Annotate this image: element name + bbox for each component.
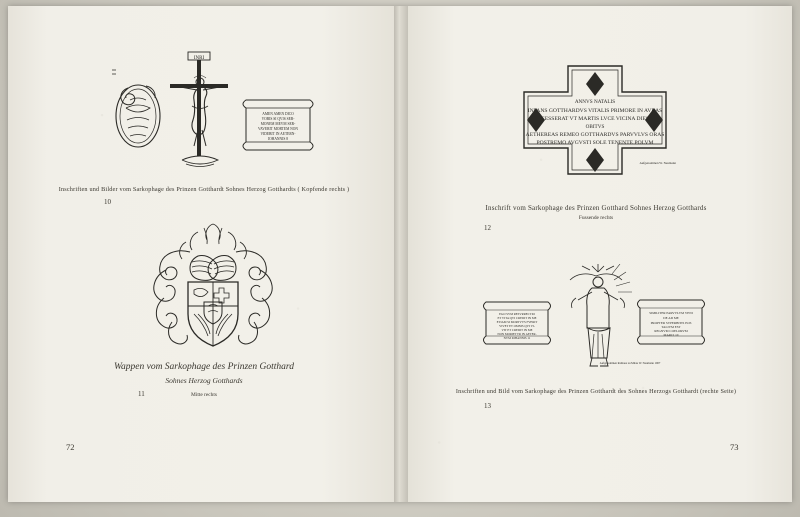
crucifixion-drawing	[100, 42, 325, 182]
child-figure-and-scrolls-drawing	[480, 264, 712, 376]
svg-text:AMEN AMEN DICO: AMEN AMEN DICO	[262, 112, 294, 116]
svg-text:TALIVM EST: TALIVM EST	[661, 325, 681, 329]
corner-rosettes	[527, 72, 663, 172]
book-spread	[8, 6, 792, 502]
svg-text:NVM IOHANNIS 11: NVM IOHANNIS 11	[503, 336, 531, 340]
scroll-13-right-text	[649, 311, 692, 337]
inscription-scroll-13-left	[484, 302, 551, 344]
figure-12-inscription	[526, 99, 665, 146]
figure-13-caption: Inschriften und Bild vom Sarkophage des Prinzen Gotthardt des Sohnes Herzogs Gotthardt (rechte Seite)	[455, 388, 737, 395]
figure-12-illustration	[480, 62, 710, 182]
svg-text:VIDEBIT IN AETERN-: VIDEBIT IN AETERN-	[260, 132, 296, 136]
figure-10-number: 10	[104, 198, 111, 206]
figure-12-caption-line2: Fussende rechts	[578, 215, 614, 221]
svg-text:ET VITA QVI CREDIT IN ME: ET VITA QVI CREDIT IN ME	[497, 316, 537, 320]
figure-11-caption-line3: Mitte rechts	[191, 392, 217, 398]
inscription-scroll-10	[243, 100, 313, 150]
cross-with-corpus	[170, 52, 228, 167]
serpent-emblem-roundel	[116, 85, 160, 147]
svg-text:ANNVS NATALIS: ANNVS NATALIS	[574, 99, 616, 105]
svg-text:VOBIS SI QVIS SER-: VOBIS SI QVIS SER-	[261, 117, 295, 121]
svg-text:PROPTER SVPERBITIS EOS: PROPTER SVPERBITIS EOS	[650, 321, 692, 325]
figure-11-number: 11	[138, 390, 145, 398]
figure-10-illustration	[100, 42, 325, 182]
svg-text:NON MORIETVR IN AETER-: NON MORIETVR IN AETER-	[497, 332, 537, 336]
figure-12-number: 12	[484, 224, 491, 232]
scroll-13-left-text	[497, 312, 538, 340]
figure-13-signature: Aufgenommen Rathaus zu Mitau W. Neumann 1907	[599, 361, 661, 365]
left-page	[8, 6, 400, 502]
svg-text:EGO SVM RESVRRECTIO: EGO SVM RESVRRECTIO	[499, 312, 535, 316]
figure-11-caption-line1: Wappen vom Sarkophage des Prinzen Gotthard	[113, 362, 295, 372]
svg-text:CESSERAT VT MARTIS LVCE VIC: CESSERAT VT MARTIS LVCE VICINA DIES	[541, 116, 649, 122]
quartered-shield	[188, 282, 238, 346]
figure-11-illustration	[138, 218, 288, 358]
coat-of-arms-drawing	[138, 218, 288, 358]
figure-13-number: 13	[484, 402, 491, 410]
svg-text:POSTREMO AVGVSTI SOLE TENEN: POSTREMO AVGVSTI SOLE TENENTE POLVM	[536, 140, 654, 146]
svg-text:VIVET ET OMNIS QVI VI-: VIVET ET OMNIS QVI VI-	[499, 324, 535, 328]
crest-plumes	[180, 224, 247, 259]
figure-11-caption-line2: Sohnes Herzog Gotthards	[165, 376, 243, 385]
svg-text:SIMILITER PARVVLVM VENI: SIMILITER PARVVLVM VENI	[649, 311, 693, 315]
svg-text:VAVERIT MORTEM NON: VAVERIT MORTEM NON	[258, 127, 298, 131]
svg-text:DE AD ME: DE AD ME	[663, 316, 679, 320]
winged-figure	[570, 264, 632, 366]
right-page	[400, 6, 792, 502]
figure-13-illustration	[480, 264, 712, 376]
folio-left: 72	[66, 442, 75, 452]
svg-text:MONEM MEVM SER-: MONEM MEVM SER-	[260, 122, 296, 126]
figure-12-caption-line1: Inschrift vom Sarkophage des Prinzen Gotthard Sohnes Herzog Gotthards	[485, 204, 707, 212]
svg-text:AETHEREAS REMEO GOTTHARDVS PAR: AETHEREAS REMEO GOTTHARDVS PARVVLVS ORAS	[525, 132, 665, 138]
folio-right: 73	[730, 442, 739, 452]
svg-text:IOHANNIS 8: IOHANNIS 8	[267, 137, 289, 141]
svg-text:REGNVM COELORVM: REGNVM COELORVM	[654, 329, 688, 333]
svg-text:VIT ET CREDIT IN ME: VIT ET CREDIT IN ME	[501, 328, 533, 332]
cross-tablet-drawing	[480, 62, 710, 182]
figure-10-caption: Inschriften und Bilder vom Sarkophage des Prinzen Gotthardt Sohnes Herzog Gotthardts ( Kopfende rechts )	[58, 186, 350, 193]
scroll-10-text	[258, 112, 298, 141]
book-gutter	[394, 6, 408, 502]
svg-text:OBITVS: OBITVS	[585, 124, 605, 130]
inscription-scroll-13-right	[638, 300, 705, 344]
helmets	[190, 256, 236, 281]
figure-12-signature: Aufgenommen W. Neumann	[639, 161, 676, 165]
svg-text:INFANS GOTTHARDVS VITALIS PRIM: INFANS GOTTHARDVS VITALIS PRIMORE IN AVRAS	[527, 108, 663, 114]
svg-text:MARCI 10: MARCI 10	[663, 333, 679, 337]
svg-text:ETIAM SI MORTVVS FVERIT: ETIAM SI MORTVVS FVERIT	[496, 320, 538, 324]
svg-text:INRI: INRI	[193, 56, 205, 61]
